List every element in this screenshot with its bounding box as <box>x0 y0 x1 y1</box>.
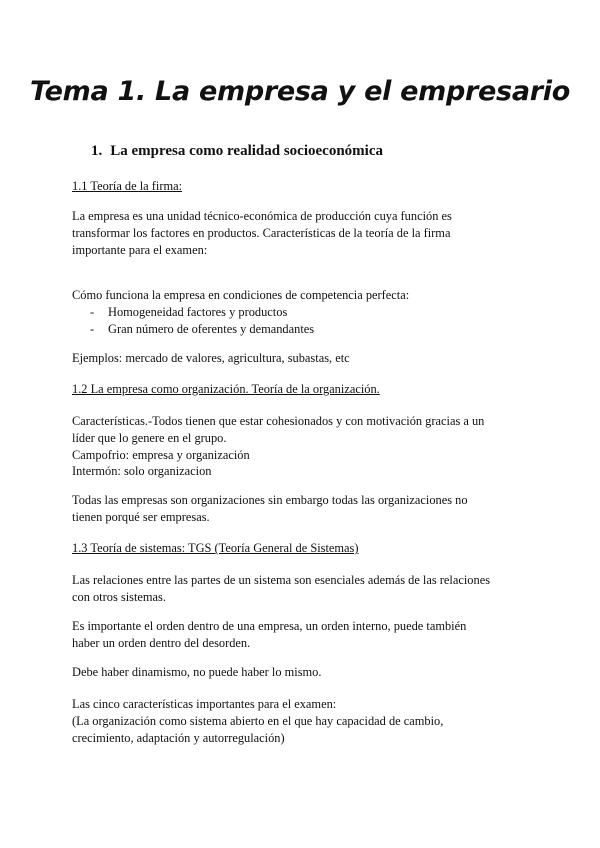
paragraph-line: La empresa es una unidad técnico-económica de producción cuya función es <box>72 209 452 223</box>
paragraph-line: Todas las empresas son organizaciones sin embargo todas las organizaciones no <box>72 493 468 507</box>
paragraph-orden <box>72 618 532 652</box>
paragraph-line: (La organización como sistema abierto en el que hay capacidad de cambio, <box>72 713 444 728</box>
competition-block <box>72 287 532 337</box>
bullet-dash: - <box>90 304 95 319</box>
section-heading <box>91 143 383 160</box>
document-title: Tema 1. La empresa y el empresario <box>30 76 570 107</box>
paragraph-line: Intermón: solo organizacion <box>72 464 212 479</box>
paragraph-line: Características.-Todos tienen que estar cohesionados y con motivación gracias a un <box>72 414 485 428</box>
paragraph-organizacion <box>72 413 532 480</box>
paragraph-dinamismo: Debe haber dinamismo, no puede haber lo mismo. <box>72 665 322 679</box>
paragraph-line: Campofrio: empresa y organización <box>72 447 250 462</box>
subsection-title-sistemas: 1.3 Teoría de sistemas: TGS (Teoría General de Sistemas) <box>72 541 359 555</box>
paragraph-firma <box>72 208 532 258</box>
paragraph-line: Las cinco características importantes para el examen: <box>72 697 337 711</box>
list-item: - Gran número de oferentes y demandantes <box>90 321 315 336</box>
examples-line: Ejemplos: mercado de valores, agricultura, subastas, etc <box>72 351 350 365</box>
subsection-title-organizacion: 1.2 La empresa como organización. Teoría de la organización. <box>72 382 380 396</box>
paragraph-line: tienen porqué ser empresas. <box>72 509 210 524</box>
paragraph-caracteristicas <box>72 696 532 746</box>
section-heading-text: La empresa como realidad socioeconómica <box>110 143 383 159</box>
paragraph-line: líder que lo genere en el grupo. <box>72 430 227 445</box>
competition-list <box>72 304 532 338</box>
paragraph-line: Las relaciones entre las partes de un sistema son esenciales además de las relaciones <box>72 573 491 587</box>
bullet-dash: - <box>90 321 95 336</box>
competition-intro: Cómo funciona la empresa en condiciones de competencia perfecta: <box>72 288 410 302</box>
paragraph-line: crecimiento, adaptación y autorregulación) <box>72 730 285 745</box>
paragraph-line: Es importante el orden dentro de una empresa, un orden interno, puede también <box>72 619 467 633</box>
paragraph-line: haber un orden dentro del desorden. <box>72 635 251 650</box>
paragraph-relaciones <box>72 572 532 606</box>
list-item: - Homogeneidad factores y productos <box>90 304 288 319</box>
paragraph-line: importante para el examen: <box>72 242 208 257</box>
section-number: 1. <box>91 143 103 159</box>
paragraph-conclusion <box>72 492 532 526</box>
paragraph-line: transformar los factores en productos. Características de la teoría de la firma <box>72 225 451 240</box>
paragraph-line: con otros sistemas. <box>72 589 166 604</box>
subsection-title-firma: 1.1 Teoría de la firma: <box>72 179 183 193</box>
